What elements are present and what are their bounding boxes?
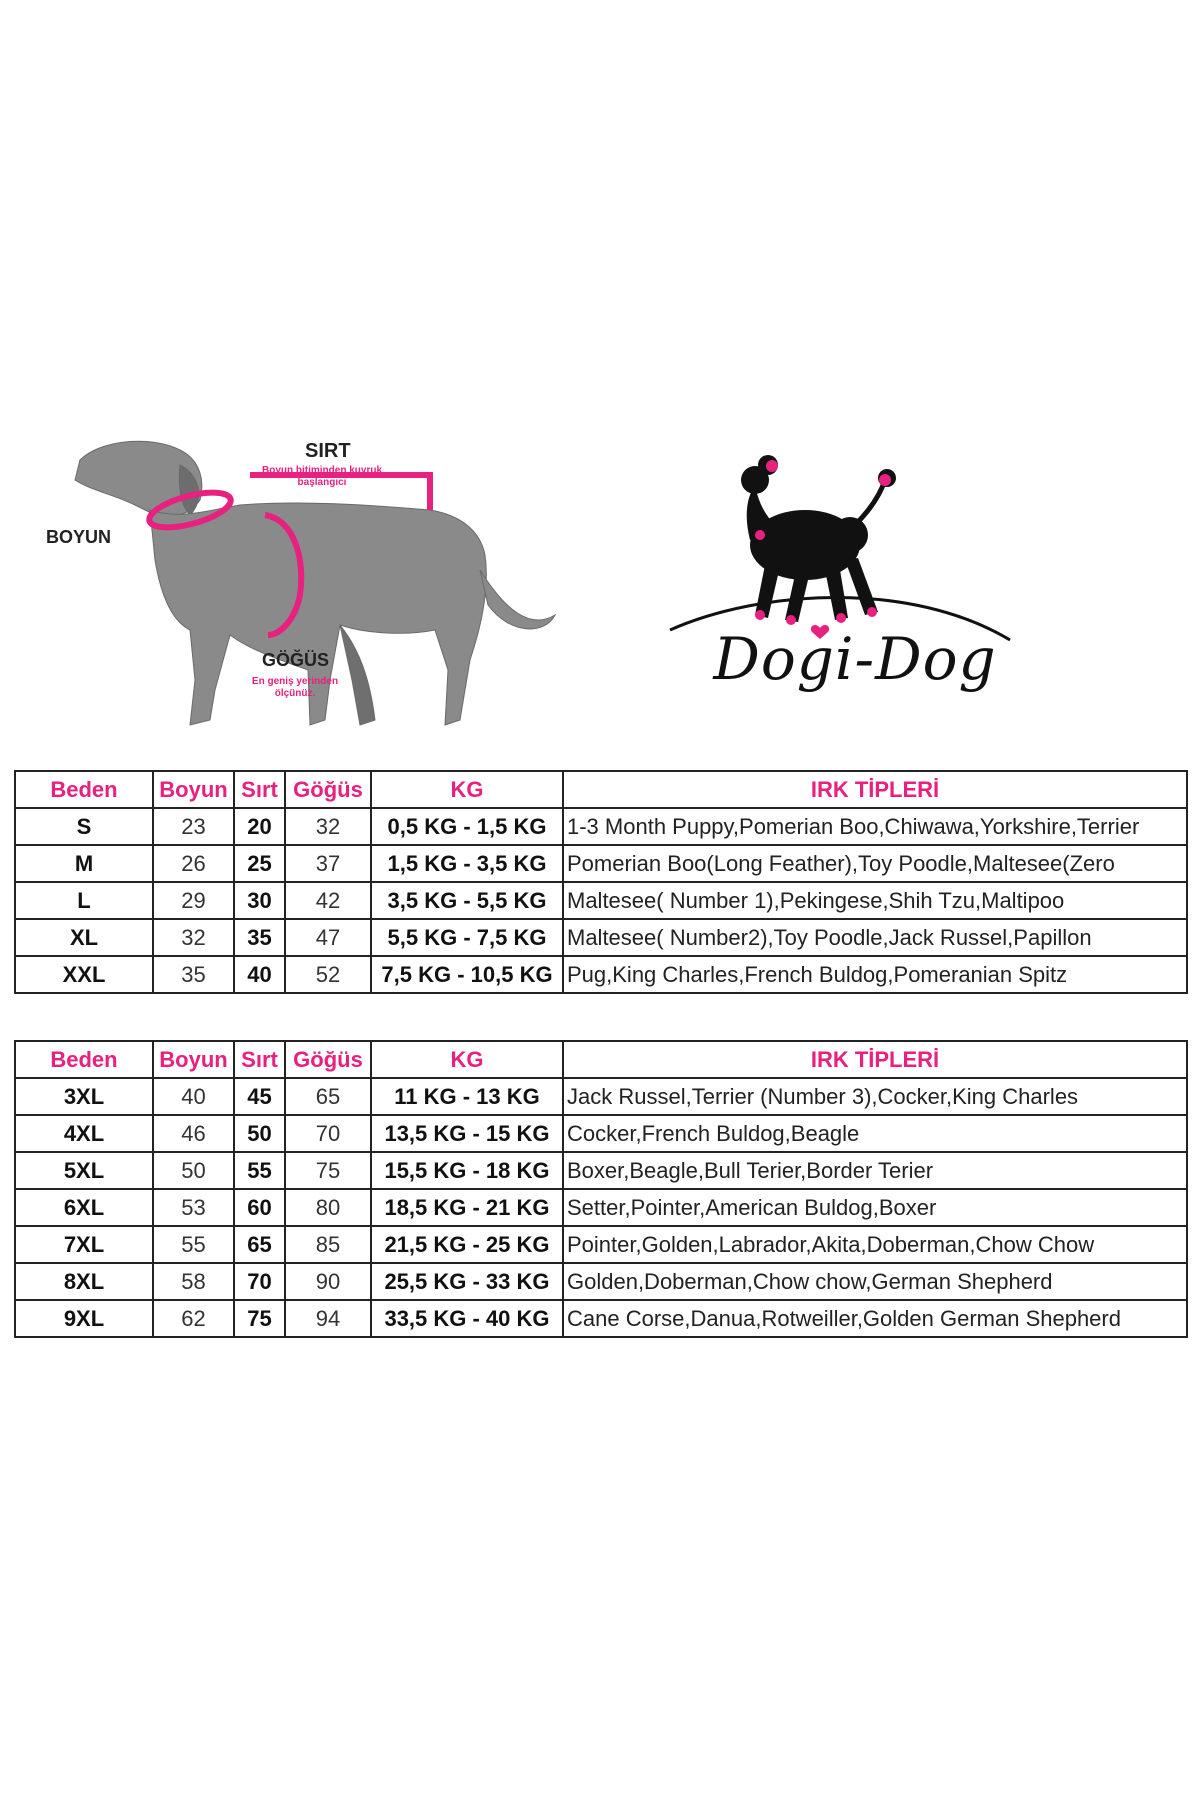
header-back: Sırt — [234, 1041, 285, 1078]
back-cell: 40 — [234, 956, 285, 993]
chest-note: En geniş yerinden ölçünüz. — [251, 676, 339, 699]
back-cell: 60 — [234, 1189, 285, 1226]
back-cell: 25 — [234, 845, 285, 882]
neck-cell: 62 — [153, 1300, 234, 1337]
neck-cell: 55 — [153, 1226, 234, 1263]
size-cell: XXL — [15, 956, 153, 993]
back-cell: 20 — [234, 808, 285, 845]
breeds-cell: Maltesee( Number 1),Pekingese,Shih Tzu,Maltipoo — [563, 882, 1187, 919]
header-neck: Boyun — [153, 1041, 234, 1078]
back-cell: 30 — [234, 882, 285, 919]
chest-cell: 85 — [285, 1226, 371, 1263]
header-row — [15, 771, 1187, 808]
back-cell: 65 — [234, 1226, 285, 1263]
breeds-cell: Cocker,French Buldog,Beagle — [563, 1115, 1187, 1152]
chest-cell: 80 — [285, 1189, 371, 1226]
weight-cell: 18,5 KG - 21 KG — [371, 1189, 563, 1226]
breeds-cell: Pug,King Charles,French Buldog,Pomeranian Spitz — [563, 956, 1187, 993]
back-cell: 50 — [234, 1115, 285, 1152]
size-cell: S — [15, 808, 153, 845]
table-row — [15, 1263, 1187, 1300]
neck-cell: 50 — [153, 1152, 234, 1189]
weight-cell: 33,5 KG - 40 KG — [371, 1300, 563, 1337]
chest-cell: 52 — [285, 956, 371, 993]
neck-cell: 58 — [153, 1263, 234, 1300]
dogi-dog-logo — [660, 440, 1020, 760]
neck-cell: 29 — [153, 882, 234, 919]
size-cell: 7XL — [15, 1226, 153, 1263]
table-row — [15, 808, 1187, 845]
chest-cell: 32 — [285, 808, 371, 845]
breeds-cell: Cane Corse,Danua,Rotweiller,Golden German Shepherd — [563, 1300, 1187, 1337]
table-row — [15, 882, 1187, 919]
brand-name: Dogi-Dog — [713, 625, 997, 693]
chest-cell: 70 — [285, 1115, 371, 1152]
neck-label: BOYUN — [46, 527, 112, 547]
chest-label: GÖĞÜS — [262, 650, 330, 670]
weight-cell: 11 KG - 13 KG — [371, 1078, 563, 1115]
header-breeds: IRK TİPLERİ — [563, 1041, 1187, 1078]
breeds-cell: Boxer,Beagle,Bull Terier,Border Terier — [563, 1152, 1187, 1189]
back-cell: 55 — [234, 1152, 285, 1189]
header-chest: Göğüs — [285, 771, 371, 808]
chest-cell: 75 — [285, 1152, 371, 1189]
neck-cell: 23 — [153, 808, 234, 845]
size-table-large — [14, 1040, 1188, 1338]
chest-cell: 37 — [285, 845, 371, 882]
header-neck: Boyun — [153, 771, 234, 808]
chest-cell: 42 — [285, 882, 371, 919]
back-cell: 70 — [234, 1263, 285, 1300]
chest-cell: 90 — [285, 1263, 371, 1300]
header-kg: KG — [371, 771, 563, 808]
neck-cell: 46 — [153, 1115, 234, 1152]
chest-cell: 47 — [285, 919, 371, 956]
breeds-cell: Pomerian Boo(Long Feather),Toy Poodle,Maltesee(Zero — [563, 845, 1187, 882]
table-row — [15, 845, 1187, 882]
size-cell: 4XL — [15, 1115, 153, 1152]
size-cell: 8XL — [15, 1263, 153, 1300]
size-cell: XL — [15, 919, 153, 956]
table-row — [15, 1115, 1187, 1152]
chest-cell: 65 — [285, 1078, 371, 1115]
size-cell: L — [15, 882, 153, 919]
breeds-cell: Maltesee( Number2),Toy Poodle,Jack Russel,Papillon — [563, 919, 1187, 956]
back-cell: 35 — [234, 919, 285, 956]
breeds-cell: 1-3 Month Puppy,Pomerian Boo,Chiwawa,Yorkshire,Terrier — [563, 808, 1187, 845]
table-row — [15, 1152, 1187, 1189]
size-cell: M — [15, 845, 153, 882]
breeds-cell: Pointer,Golden,Labrador,Akita,Doberman,Chow Chow — [563, 1226, 1187, 1263]
neck-cell: 53 — [153, 1189, 234, 1226]
size-cell: 6XL — [15, 1189, 153, 1226]
weight-cell: 0,5 KG - 1,5 KG — [371, 808, 563, 845]
size-cell: 3XL — [15, 1078, 153, 1115]
back-note: Boyun bitiminden kuyruk başlangıcı — [262, 465, 383, 488]
chest-cell: 94 — [285, 1300, 371, 1337]
weight-cell: 3,5 KG - 5,5 KG — [371, 882, 563, 919]
header-chest: Göğüs — [285, 1041, 371, 1078]
size-table-small — [14, 770, 1188, 994]
table-row — [15, 956, 1187, 993]
weight-cell: 21,5 KG - 25 KG — [371, 1226, 563, 1263]
header-size: Beden — [15, 771, 153, 808]
weight-cell: 7,5 KG - 10,5 KG — [371, 956, 563, 993]
breeds-cell: Jack Russel,Terrier (Number 3),Cocker,King Charles — [563, 1078, 1187, 1115]
table-row — [15, 1078, 1187, 1115]
breeds-cell: Golden,Doberman,Chow chow,German Shepherd — [563, 1263, 1187, 1300]
header-row — [15, 1041, 1187, 1078]
size-cell: 9XL — [15, 1300, 153, 1337]
breeds-cell: Setter,Pointer,American Buldog,Boxer — [563, 1189, 1187, 1226]
neck-cell: 35 — [153, 956, 234, 993]
neck-cell: 40 — [153, 1078, 234, 1115]
header-size: Beden — [15, 1041, 153, 1078]
back-label: SIRT — [305, 440, 351, 462]
table-row — [15, 1189, 1187, 1226]
weight-cell: 13,5 KG - 15 KG — [371, 1115, 563, 1152]
neck-cell: 32 — [153, 919, 234, 956]
weight-cell: 25,5 KG - 33 KG — [371, 1263, 563, 1300]
weight-cell: 5,5 KG - 7,5 KG — [371, 919, 563, 956]
table-row — [15, 1300, 1187, 1337]
neck-cell: 26 — [153, 845, 234, 882]
weight-cell: 15,5 KG - 18 KG — [371, 1152, 563, 1189]
table-row — [15, 1226, 1187, 1263]
size-cell: 5XL — [15, 1152, 153, 1189]
table-row — [15, 919, 1187, 956]
header-breeds: IRK TİPLERİ — [563, 771, 1187, 808]
weight-cell: 1,5 KG - 3,5 KG — [371, 845, 563, 882]
header-back: Sırt — [234, 771, 285, 808]
header-kg: KG — [371, 1041, 563, 1078]
back-cell: 75 — [234, 1300, 285, 1337]
back-cell: 45 — [234, 1078, 285, 1115]
